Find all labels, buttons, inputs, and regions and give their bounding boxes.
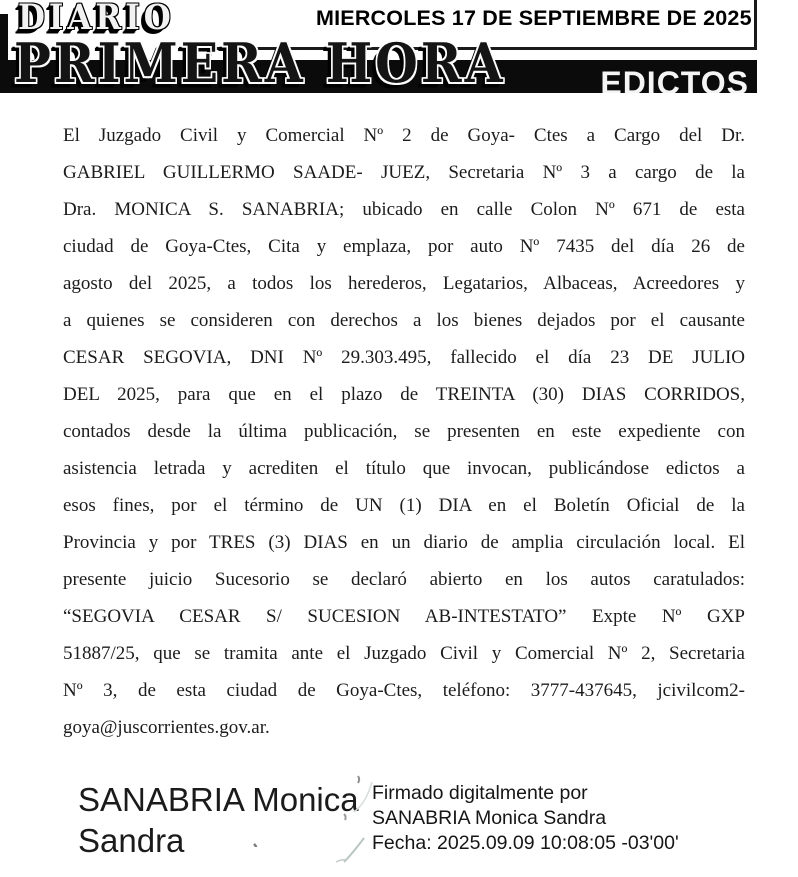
edict-line: contados desde la última publicación, se presenten en este expediente con [63,421,745,442]
edict-line: GABRIEL GUILLERMO SAADE- JUEZ, Secretaria Nº 3 a cargo de la [63,162,745,183]
edict-line: presente juicio Sucesorio se declaró abierto en los autos caratulados: [63,569,745,590]
edict-line: “SEGOVIA CESAR S/ SUCESION AB-INTESTATO” Expte Nº GXP [63,606,745,627]
edict-line: esos fines, por el término de UN (1) DIA en el Boletín Oficial de la [63,495,745,516]
signature-detail-line: Fecha: 2025.09.09 10:08:05 -03'00' [372,832,679,854]
edict-line: ciudad de Goya-Ctes, Cita y emplaza, por auto Nº 7435 del día 26 de [63,236,745,257]
edict-line: Dra. MONICA S. SANABRIA; ubicado en calle Colon Nº 671 de esta [63,199,745,220]
edict-line: 51887/25, que se tramita ante el Juzgado Civil y Comercial Nº 2, Secretaria [63,643,745,664]
digital-signature-details [372,781,679,856]
signature-detail-line: SANABRIA Monica Sandra [372,807,607,829]
diario-logo: DIARIO [18,0,175,38]
edict-text [63,117,745,746]
signer-name: SANABRIA Monica Sandra [78,781,359,859]
section-label: EDICTOS [600,65,749,93]
edict-line: Nº 3, de esta ciudad de Goya-Ctes, teléfono: 3777-437645, jcivilcom2- [63,680,745,701]
edition-date: MIERCOLES 17 DE SEPTIEMBRE DE 2025 [316,6,752,30]
edict-line: El Juzgado Civil y Comercial Nº 2 de Goya- Ctes a Cargo del Dr. [63,125,745,146]
masthead-right-rule [754,0,757,50]
primera-hora-logo: PRIMERA HORA [14,31,506,96]
handwritten-signature-mark [240,762,380,872]
edict-line: agosto del 2025, a todos los herederos, Legatarios, Albaceas, Acreedores y [63,273,745,294]
edict-line: goya@juscorrientes.gov.ar. [63,717,270,738]
edict-line: a quienes se consideren con derechos a los bienes dejados por el causante [63,310,745,331]
edict-line: Provincia y por TRES (3) DIAS en un diario de amplia circulación local. El [63,532,745,553]
edict-line: asistencia letrada y acrediten el título que invocan, publicándose edictos a [63,458,745,479]
edict-line: CESAR SEGOVIA, DNI Nº 29.303.495, fallecido el día 23 DE JULIO [63,347,745,368]
edict-line: DEL 2025, para que en el plazo de TREINTA (30) DIAS CORRIDOS, [63,384,745,405]
signature-detail-line: Firmado digitalmente por [372,782,588,804]
